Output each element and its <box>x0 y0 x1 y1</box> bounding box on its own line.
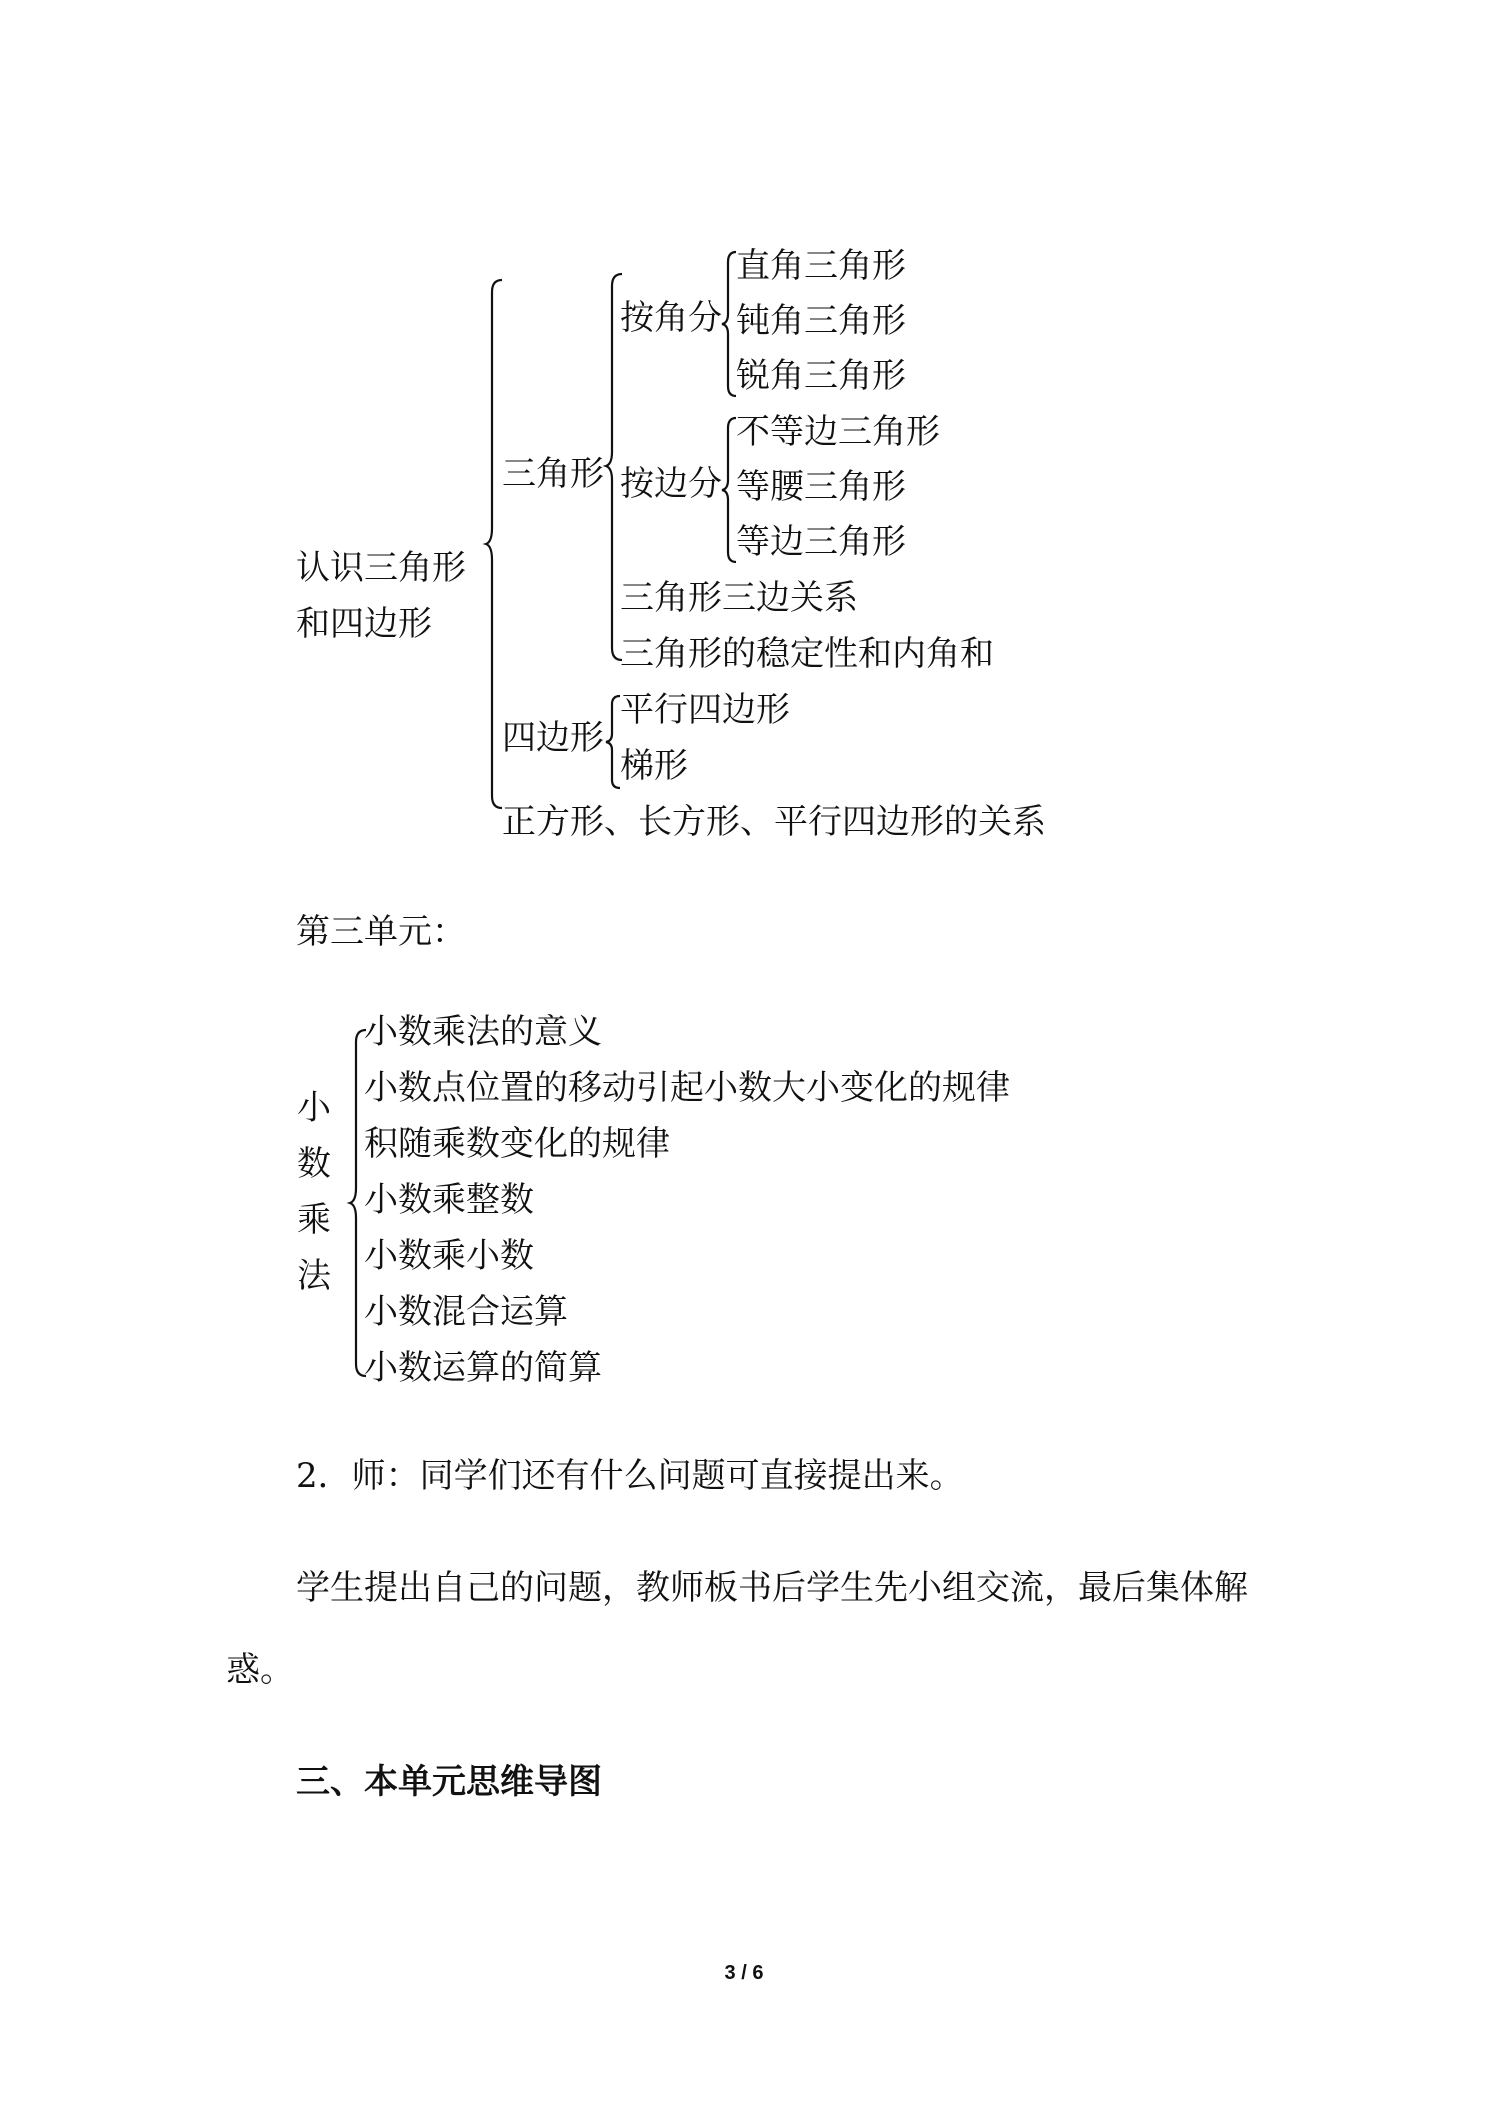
unit3-item-4: 小数乘整数 <box>364 1180 534 1220</box>
triangle-other-2: 三角形的稳定性和内角和 <box>620 634 994 674</box>
unit3-item-2: 小数点位置的移动引起小数大小变化的规律 <box>364 1068 1010 1108</box>
paragraph-teacher-question: 2．师：同学们还有什么问题可直接提出来。 <box>296 1456 964 1496</box>
page-number: 3 / 6 <box>724 1962 764 1984</box>
root-label-line1: 认识三角形 <box>296 548 466 588</box>
by-side-item-1: 不等边三角形 <box>736 412 940 452</box>
by-angle-label: 按角分 <box>620 298 722 338</box>
by-angle-item-3: 锐角三角形 <box>736 356 906 396</box>
root-char-4: 法 <box>297 1256 331 1296</box>
quadrilateral-item-1: 平行四边形 <box>620 690 790 730</box>
root-char-1: 小 <box>297 1088 331 1128</box>
triangle-label: 三角形 <box>502 454 604 494</box>
by-side-label: 按边分 <box>620 464 722 504</box>
by-angle-item-1: 直角三角形 <box>736 246 906 286</box>
unit3-item-1: 小数乘法的意义 <box>364 1012 602 1052</box>
quadrilateral-item-2: 梯形 <box>620 746 688 786</box>
paragraph-students-line2: 惑。 <box>226 1650 294 1690</box>
by-side-item-3: 等边三角形 <box>736 522 906 562</box>
paragraph-students-line1: 学生提出自己的问题，教师板书后学生先小组交流，最后集体解 <box>296 1568 1248 1608</box>
unit3-item-6: 小数混合运算 <box>364 1292 568 1332</box>
root-char-3: 乘 <box>297 1200 331 1240</box>
unit3-root-label <box>294 1080 334 1304</box>
triangle-other-1: 三角形三边关系 <box>620 578 858 618</box>
unit3-item-7: 小数运算的简算 <box>364 1348 602 1388</box>
relation-line: 正方形、长方形、平行四边形的关系 <box>502 802 1046 842</box>
unit3-heading: 第三单元： <box>296 912 466 952</box>
root-label-line2: 和四边形 <box>296 604 432 644</box>
root-char-2: 数 <box>297 1144 331 1184</box>
unit3-item-3: 积随乘数变化的规律 <box>364 1124 670 1164</box>
by-side-item-2: 等腰三角形 <box>736 467 906 507</box>
by-angle-item-2: 钝角三角形 <box>736 301 906 341</box>
unit3-item-5: 小数乘小数 <box>364 1236 534 1276</box>
section-heading: 三、本单元思维导图 <box>296 1762 602 1802</box>
quadrilateral-label: 四边形 <box>502 718 604 758</box>
